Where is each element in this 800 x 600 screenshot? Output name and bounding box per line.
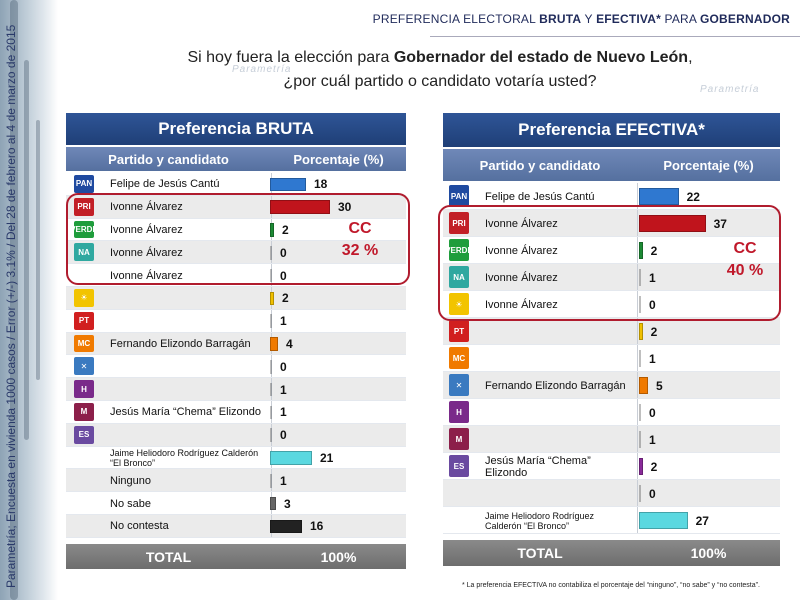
candidate-label: Felipe de Jesús Cantú — [110, 178, 220, 191]
encuentro-social-logo-icon: ES — [74, 426, 94, 444]
footnote: * La preferencia EFECTIVA no contabiliza el porcentaje del “ninguno”, “no sabe” y “no contesta”. — [462, 582, 760, 589]
survey-question: Si hoy fuera la elección para Gobernador del estado de Nuevo León, ¿por cuál partido o candidato votaría usted? — [187, 49, 693, 90]
table-row — [443, 399, 780, 426]
pvem-logo-icon: VERDE — [74, 221, 94, 239]
candidate-label: Ivonne Álvarez — [110, 269, 183, 282]
value-label: 27 — [695, 513, 709, 528]
column-header-row — [66, 147, 406, 171]
cc-label: CC — [733, 240, 757, 257]
candidate-label — [110, 310, 267, 333]
bar-mark — [270, 337, 278, 351]
humanista-logo-icon: H — [449, 401, 469, 423]
bar-mark — [270, 292, 274, 306]
value-label: 1 — [649, 351, 656, 366]
bar-mark — [270, 451, 312, 465]
encuentro-social-logo-icon: ES — [449, 455, 469, 477]
cruzada-ciudadana-logo-icon: ✕ — [449, 374, 469, 396]
value-label: 1 — [280, 405, 287, 420]
bar-mark — [270, 428, 272, 442]
pan-logo-icon: PAN — [74, 175, 94, 193]
bar-mark — [270, 406, 272, 420]
column-header-candidate: Partido y candidato — [108, 151, 229, 167]
bar-mark — [270, 474, 272, 488]
table-row — [443, 372, 780, 399]
column-header-percent: Porcentaje (%) — [293, 151, 384, 167]
candidate-label: Ivonne Álvarez — [485, 298, 558, 311]
candidate-label — [110, 355, 267, 378]
candidate-label: Ivonne Álvarez — [110, 246, 183, 259]
table-row — [443, 426, 780, 453]
bar-mark — [639, 458, 643, 474]
candidate-label: Ivonne Álvarez — [485, 244, 558, 257]
column-divider — [637, 480, 638, 506]
value-label: 0 — [280, 359, 287, 374]
bar-mark — [270, 497, 276, 511]
value-label: 21 — [320, 450, 334, 465]
page-header-title: PREFERENCIA ELECTORAL BRUTA Y EFECTIVA* PARA GOBERNADOR — [372, 12, 790, 26]
panel-preferencia-efectiva — [443, 113, 780, 566]
candidate-label — [485, 399, 633, 426]
pt-logo-icon: PT — [74, 312, 94, 330]
column-header-percent: Porcentaje (%) — [663, 157, 754, 173]
value-label: 22 — [686, 189, 700, 204]
column-header-row — [443, 149, 780, 181]
table-row — [443, 507, 780, 534]
cc-value: 32 % — [341, 242, 379, 259]
value-label: 0 — [280, 268, 287, 283]
total-value: 100% — [690, 545, 727, 561]
total-label: TOTAL — [145, 548, 192, 565]
value-label: 1 — [280, 473, 287, 488]
pt-logo-icon: PT — [449, 320, 469, 342]
value-label: 30 — [338, 200, 352, 215]
bar-mark — [270, 314, 272, 328]
bar-mark — [639, 188, 679, 204]
candidate-label: Ninguno — [110, 474, 151, 487]
table-row — [66, 469, 406, 492]
prd-logo-icon: ☀ — [449, 293, 469, 315]
total-value: 100% — [320, 548, 357, 565]
candidate-label: Fernando Elizondo Barragán — [110, 337, 251, 350]
table-row — [443, 318, 780, 345]
candidate-label: Ivonne Álvarez — [485, 271, 558, 284]
candidate-label: Jaime Heliodoro Rodríguez Calderón “El Bronco” — [485, 510, 595, 531]
table-row — [66, 378, 406, 401]
prd-logo-icon: ☀ — [74, 289, 94, 307]
value-label: 1 — [280, 314, 287, 329]
bar-mark — [270, 520, 302, 534]
pan-logo-icon: PAN — [449, 185, 469, 207]
value-label: 2 — [282, 222, 289, 237]
value-label: 1 — [280, 382, 287, 397]
candidate-label — [485, 426, 633, 453]
total-label: TOTAL — [517, 545, 563, 561]
value-label: 0 — [649, 297, 656, 312]
value-label: 16 — [310, 519, 324, 534]
survey-methodology-note: Parametría; Encuesta en vivienda 1000 casos / Error (+/-) 3.1% / Del 28 de febrero al 4 de marzo de 2015 — [4, 24, 18, 588]
value-label: 2 — [650, 459, 658, 474]
bar-mark — [639, 350, 641, 366]
coalition-total-label — [715, 238, 775, 282]
bar-mark — [270, 383, 272, 397]
movimiento-ciudadano-logo-icon: MC — [74, 335, 94, 353]
table-row — [66, 492, 406, 515]
bar-mark — [639, 377, 648, 393]
bar-mark — [270, 178, 306, 192]
table-row — [66, 447, 406, 470]
table-row — [443, 345, 780, 372]
bar-mark — [639, 485, 641, 501]
candidate-label: Jaime Heliodoro Rodríguez Calderón “El Bronco” — [110, 447, 259, 468]
value-label: 2 — [282, 291, 289, 306]
column-divider — [637, 399, 638, 425]
candidate-label: No contesta — [110, 520, 169, 533]
column-header-candidate: Partido y candidato — [479, 157, 601, 173]
morena-logo-icon: M — [74, 403, 94, 421]
movimiento-ciudadano-logo-icon: MC — [449, 347, 469, 369]
cc-label: CC — [348, 220, 372, 237]
value-label: 0 — [649, 405, 656, 420]
humanista-logo-icon: H — [74, 380, 94, 398]
candidate-label: Jesús María “Chema” Elizondo — [485, 454, 591, 479]
table-row — [66, 424, 406, 447]
bar-mark — [639, 512, 688, 528]
candidate-label: Ivonne Álvarez — [110, 201, 183, 214]
watermark-logo: Parametría — [232, 64, 292, 75]
candidate-label: Ivonne Álvarez — [485, 217, 558, 230]
nueva-alianza-logo-icon: NA — [449, 266, 469, 288]
header-divider — [430, 36, 800, 37]
candidate-label — [110, 287, 267, 310]
value-label: 5 — [656, 378, 663, 393]
column-divider — [637, 426, 638, 452]
table-row — [66, 333, 406, 356]
table-row — [66, 401, 406, 424]
total-row — [443, 540, 780, 566]
candidate-label: Jesús María “Chema” Elizondo — [110, 406, 262, 419]
panel-title: Preferencia EFECTIVA* — [443, 113, 780, 147]
candidate-label — [110, 424, 267, 447]
candidate-label — [110, 378, 267, 401]
value-label: 18 — [314, 177, 328, 192]
candidate-label — [485, 345, 633, 372]
bar-mark — [639, 323, 643, 339]
panel-preferencia-bruta — [66, 113, 406, 569]
panel-title: Preferencia BRUTA — [66, 113, 406, 145]
candidate-label: Felipe de Jesús Cantú — [485, 190, 595, 203]
pvem-logo-icon: VERDE — [449, 239, 469, 261]
candidate-label: Ivonne Álvarez — [110, 223, 183, 236]
table-row — [66, 355, 406, 378]
value-label: 4 — [286, 336, 293, 351]
value-label: 2 — [650, 243, 658, 258]
total-row — [66, 544, 406, 569]
column-divider — [637, 372, 638, 398]
value-label: 0 — [649, 486, 656, 501]
table-row — [66, 515, 406, 538]
column-divider — [637, 345, 638, 371]
candidate-label — [485, 480, 633, 507]
table-row — [66, 287, 406, 310]
value-label: 1 — [649, 270, 656, 285]
bar-mark — [270, 360, 272, 374]
table-row — [443, 480, 780, 507]
cruzada-ciudadana-logo-icon: ✕ — [74, 357, 94, 375]
candidate-label — [485, 318, 633, 345]
value-label: 0 — [280, 428, 287, 443]
bar-mark — [639, 404, 641, 420]
morena-logo-icon: M — [449, 428, 469, 450]
watermark-logo: Parametría — [700, 84, 760, 95]
nueva-alianza-logo-icon: NA — [74, 243, 94, 261]
column-divider — [637, 318, 638, 344]
pri-logo-icon: PRI — [449, 212, 469, 234]
value-label: 2 — [650, 324, 658, 339]
value-label: 3 — [284, 496, 291, 511]
candidate-label: No sabe — [110, 497, 151, 510]
value-label: 1 — [649, 432, 656, 447]
value-label: 0 — [280, 245, 287, 260]
candidate-label: Fernando Elizondo Barragán — [485, 379, 626, 392]
cc-value: 40 % — [726, 262, 764, 279]
coalition-total-label — [330, 218, 390, 262]
pri-logo-icon: PRI — [74, 198, 94, 216]
column-divider — [637, 453, 638, 479]
column-divider — [637, 507, 638, 533]
table-row — [443, 453, 780, 480]
table-row — [66, 310, 406, 333]
bar-mark — [639, 431, 641, 447]
value-label: 37 — [713, 216, 727, 231]
